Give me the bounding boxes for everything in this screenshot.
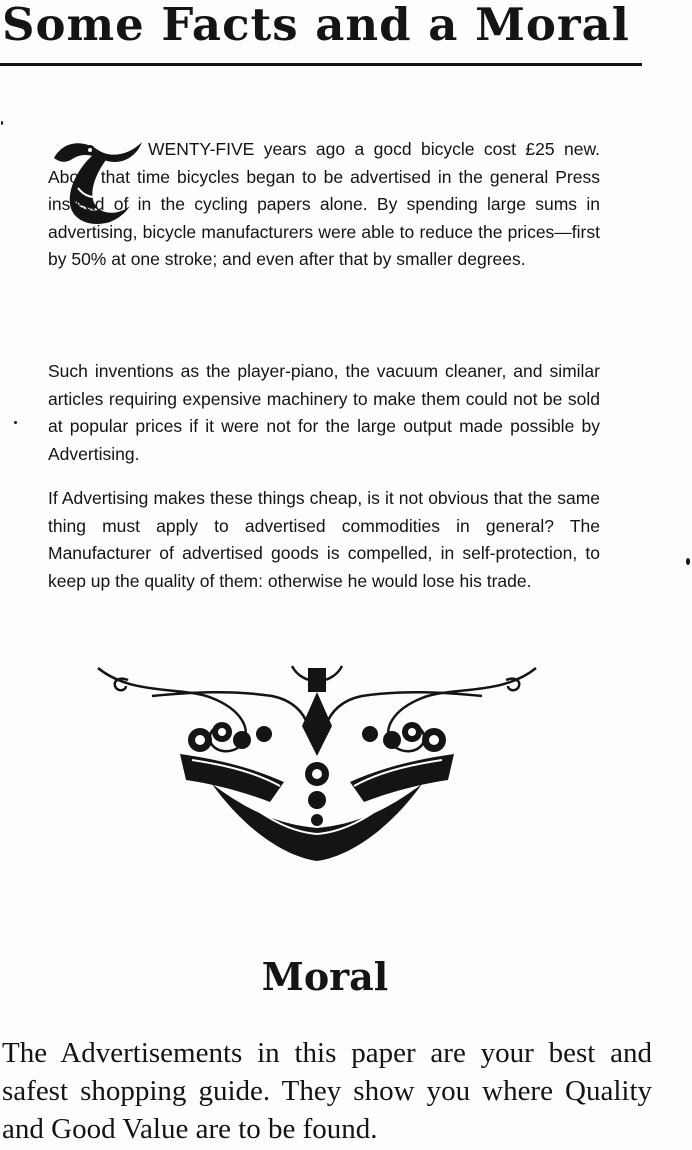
- moral-heading: Moral: [261, 954, 389, 999]
- paragraph-2: Such inventions as the player-piano, the vacuum cleaner, and similar articles requiring expensive machinery to make them could not be sold at popular prices if it were not for the large output made possible by Advertising.: [48, 361, 600, 464]
- print-speck: [1, 121, 3, 125]
- print-speck: [14, 421, 17, 424]
- moral-text: The Advertisements in this paper are your best and safest shopping guide. They show you where Quality and Good Value are to be found.: [2, 1037, 652, 1145]
- page-title: Some Facts and a Moral: [2, 0, 630, 51]
- paragraph-3: If Advertising makes these things cheap, is it not obvious that the same thing must apply to advertised commodities in general? The Manufacturer of advertised goods is compelled, in self-protection, to keep up the quality of them: otherwise he would lose his trade.: [48, 488, 600, 591]
- cornucopia-ornament: [92, 656, 542, 866]
- paragraph-1: WENTY-FIVE years ago a gocd bicycle cost £25 new. About that time bicycles began to be advertised in the general Press instead of in the cycling papers alone. By spending large sums in advertising, bicycle manufacturers were able to reduce the prices—first by 50% at one stroke; and even after that by smaller degrees.: [48, 139, 600, 269]
- title-underline: [0, 63, 642, 66]
- print-speck: [686, 558, 690, 565]
